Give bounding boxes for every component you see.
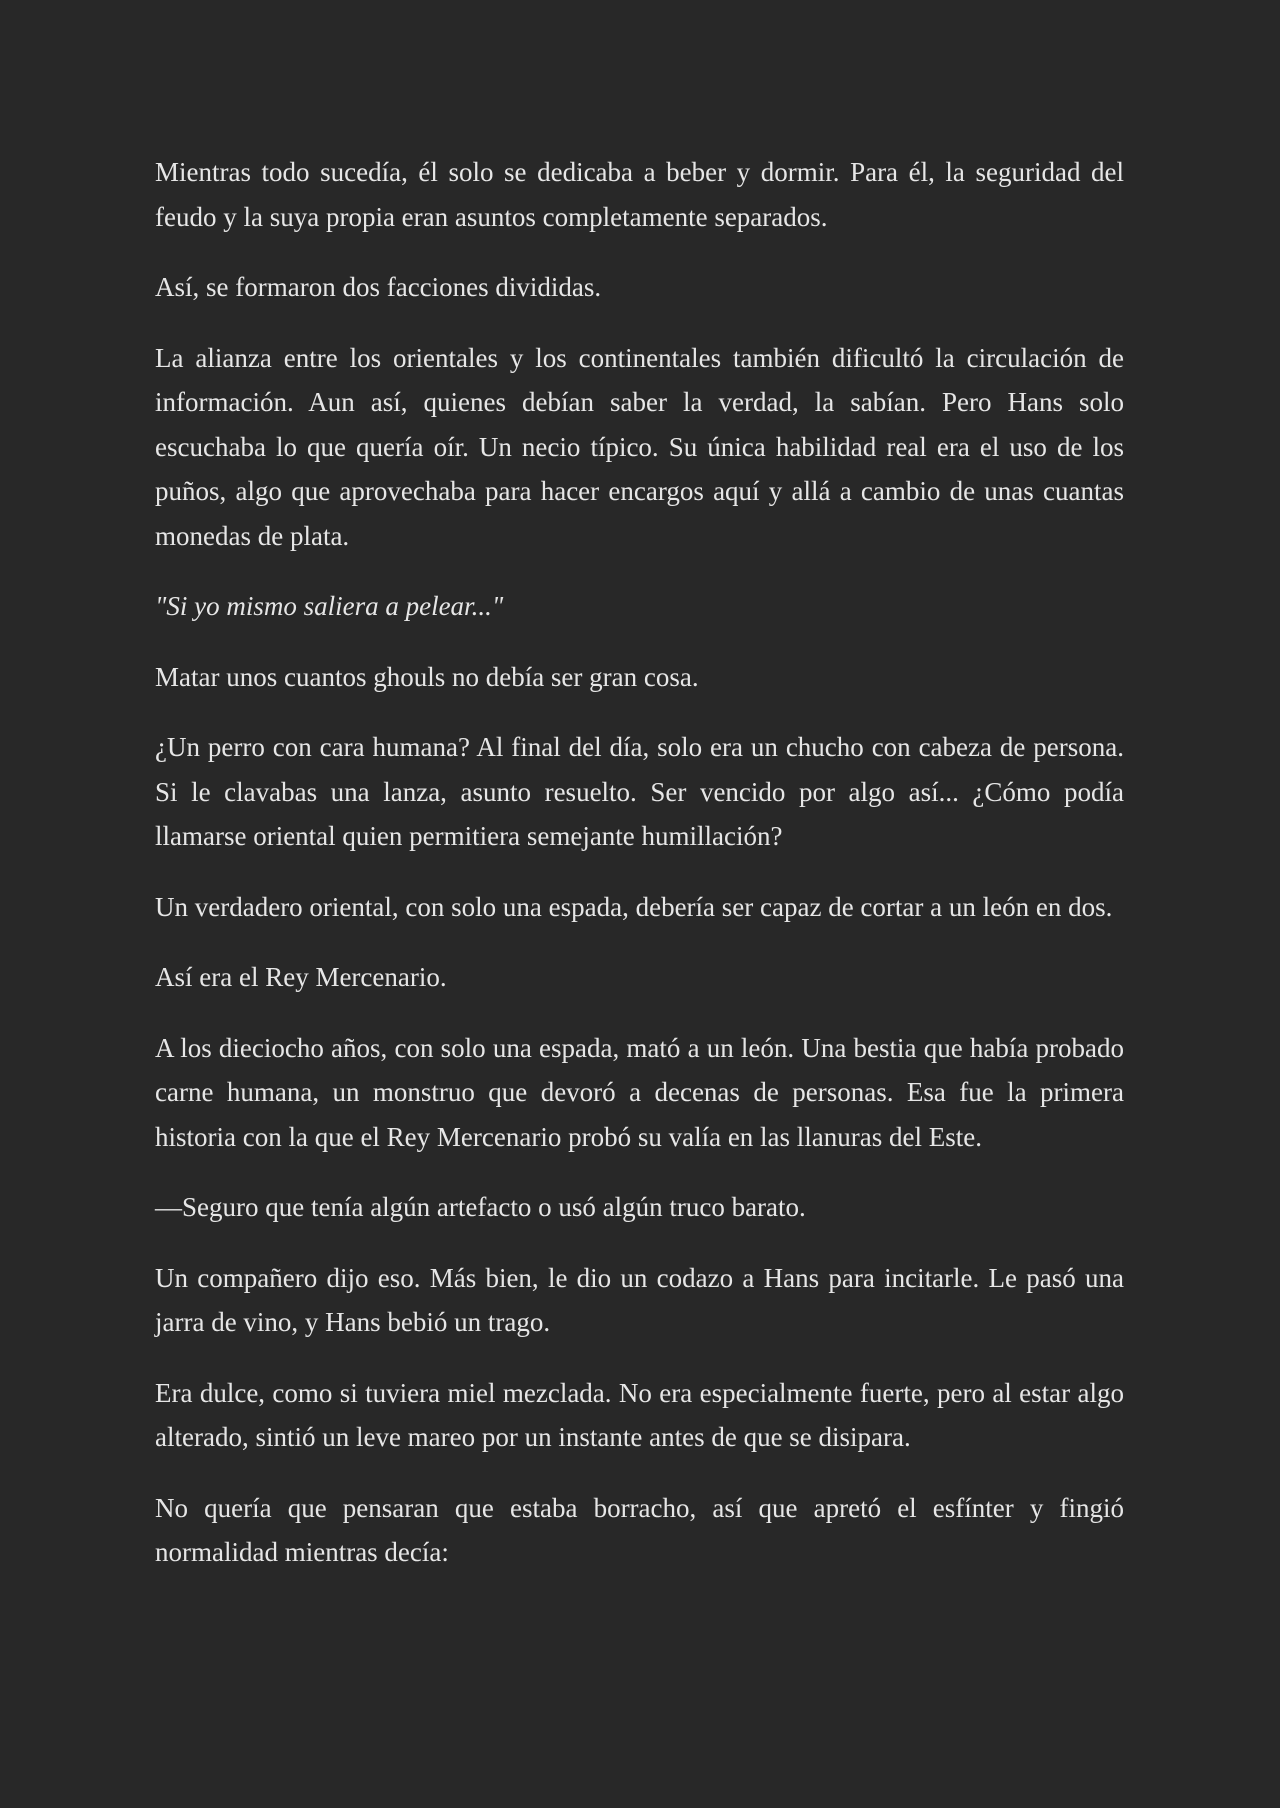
paragraph: La alianza entre los orientales y los continentales también dificultó la circulación de información. Aun así, quienes debían saber la verdad, la sabían. Pero Hans solo escuchaba lo que quería oír. Un necio típico. Su única habilidad real era el uso de los puños, algo que aprovechaba para hacer encargos aquí y allá a cambio de unas cuantas monedas de plata. <box>155 342 1124 551</box>
italic-thought: "Si yo mismo saliera a pelear..." <box>155 591 504 621</box>
paragraph: Así era el Rey Mercenario. <box>155 962 447 992</box>
paragraph: No quería que pensaran que estaba borracho, así que apretó el esfínter y fingió normalidad mientras decía: <box>155 1492 1124 1567</box>
paragraph: A los dieciocho años, con solo una espada, mató a un león. Una bestia que había probado carne humana, un monstruo que devoró a decenas de personas. Esa fue la primera historia con la que el Rey Mercenario probó su valía en las llanuras del Este. <box>155 1032 1124 1152</box>
paragraph: Mientras todo sucedía, él solo se dedicaba a beber y dormir. Para él, la seguridad del feudo y la suya propia eran asuntos completamente separados. <box>155 157 1124 232</box>
paragraph: Era dulce, como si tuviera miel mezclada. No era especialmente fuerte, pero al estar algo alterado, sintió un leve mareo por un instante antes de que se disipara. <box>155 1377 1124 1452</box>
paragraph: Matar unos cuantos ghouls no debía ser gran cosa. <box>155 661 699 692</box>
paragraph: Un compañero dijo eso. Más bien, le dio un codazo a Hans para incitarle. Le pasó una jarra de vino, y Hans bebió un trago. <box>155 1262 1124 1337</box>
paragraph: ¿Un perro con cara humana? Al final del día, solo era un chucho con cabeza de persona. Si le clavabas una lanza, asunto resuelto. Ser vencido por algo así... ¿Cómo podía llamarse oriental quien permitiera semejante humillación? <box>155 732 1124 851</box>
paragraph: Un verdadero oriental, con solo una espada, debería ser capaz de cortar a un león en dos. <box>155 891 1113 922</box>
chapter-text <box>155 150 1124 1601</box>
paragraph: Así, se formaron dos facciones divididas. <box>155 272 602 302</box>
dialogue-line: —Seguro que tenía algún artefacto o usó algún truco barato. <box>155 1192 806 1222</box>
